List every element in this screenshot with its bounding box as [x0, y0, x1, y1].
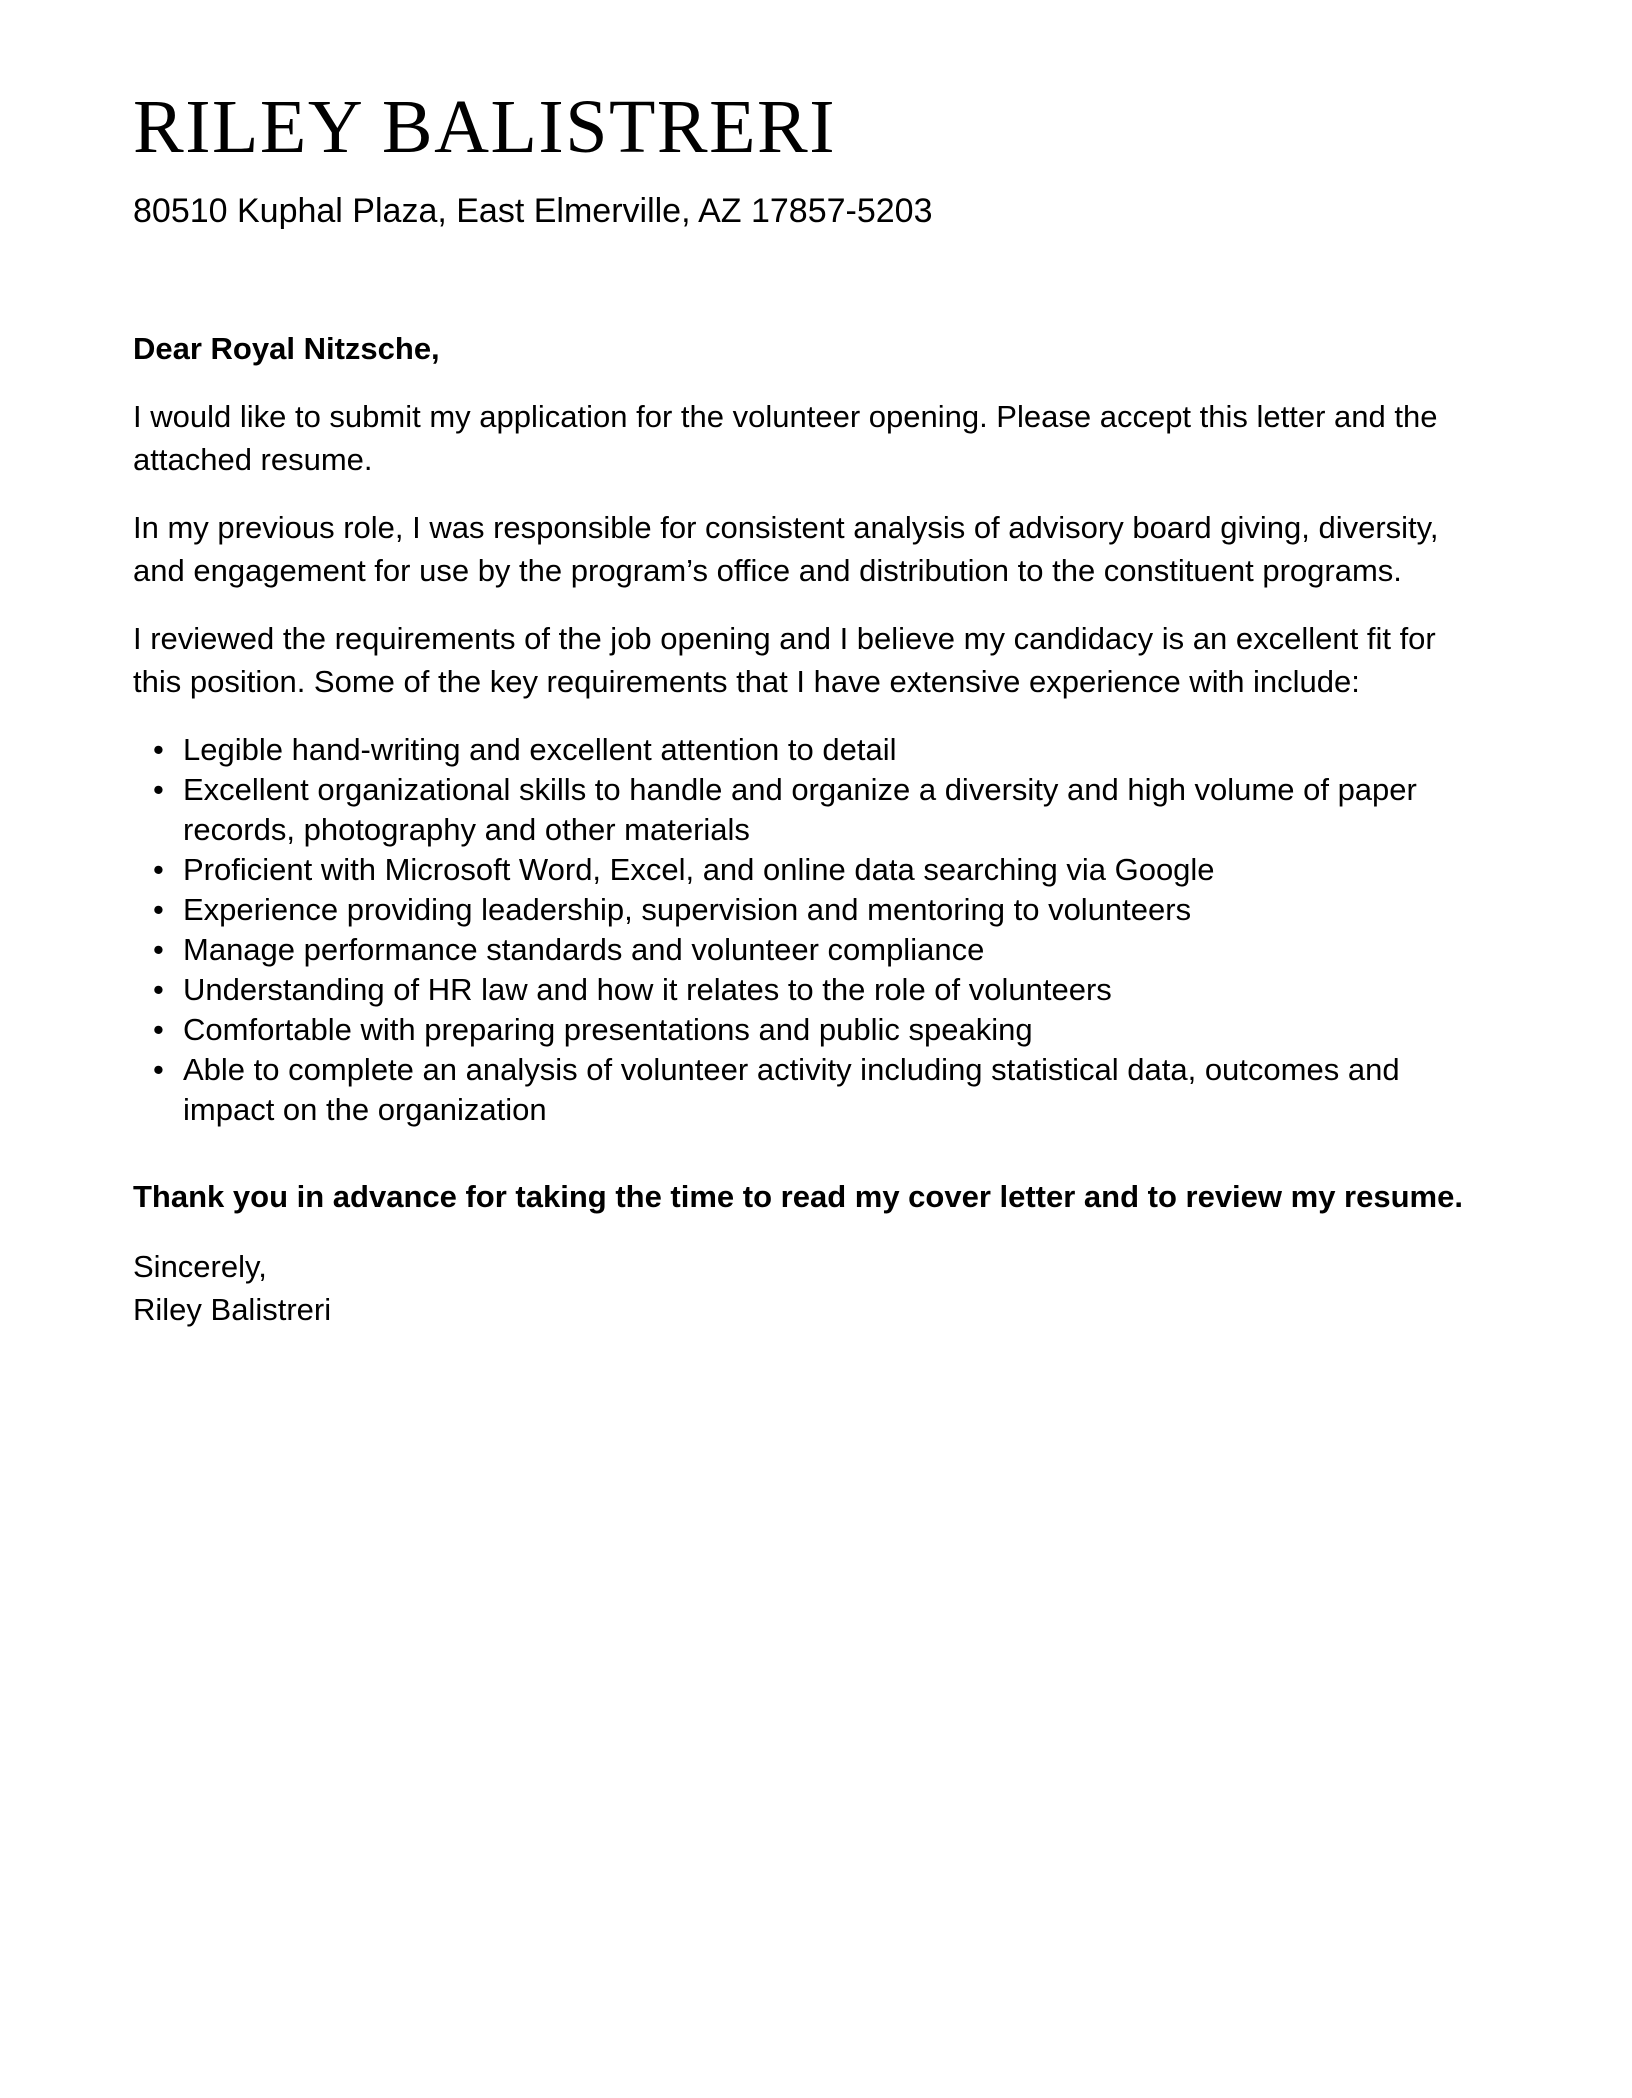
paragraph-application: I would like to submit my application for the volunteer opening. Please accept this letter and the attached resume.: [133, 399, 1438, 477]
bullet-icon: •: [153, 932, 164, 967]
requirement-text: Proficient with Microsoft Word, Excel, and online data searching via Google: [183, 852, 1215, 887]
requirement-item: [133, 1010, 1463, 1050]
signoff-block: [133, 1245, 1463, 1331]
requirement-item: [133, 1050, 1463, 1130]
signature-name: Riley Balistreri: [133, 1292, 332, 1327]
requirement-item: [133, 770, 1463, 850]
bullet-icon: •: [153, 972, 164, 1007]
sign-off: Sincerely,: [133, 1249, 267, 1284]
requirement-text: Able to complete an analysis of volunteer activity including statistical data, outcomes and impact on the organization: [183, 1052, 1400, 1127]
greeting: Dear Royal Nitzsche,: [133, 331, 440, 366]
paragraph-requirements-intro: I reviewed the requirements of the job opening and I believe my candidacy is an excellent fit for this position. Some of the key requirements that I have extensive experience with include:: [133, 621, 1436, 699]
requirement-text: Comfortable with preparing presentations and public speaking: [183, 1012, 1033, 1047]
requirement-item: [133, 850, 1463, 890]
requirement-item: [133, 930, 1463, 970]
bullet-icon: •: [153, 1052, 164, 1087]
bullet-icon: •: [153, 772, 164, 807]
requirement-item: [133, 730, 1463, 770]
sender-name: RILEY BALISTRERI: [133, 85, 837, 169]
closing-emphasis: Thank you in advance for taking the time to read my cover letter and to review my resume.: [133, 1179, 1463, 1214]
bullet-icon: •: [153, 1012, 164, 1047]
sender-address: 80510 Kuphal Plaza, East Elmerville, AZ 17857-5203: [133, 192, 933, 230]
bullet-icon: •: [153, 892, 164, 927]
bullet-icon: •: [153, 732, 164, 767]
letter-content: [133, 84, 1463, 1331]
requirement-text: Manage performance standards and volunteer compliance: [183, 932, 985, 967]
requirement-text: Excellent organizational skills to handle and organize a diversity and high volume of paper records, photography and other materials: [183, 772, 1417, 847]
requirement-text: Experience providing leadership, supervision and mentoring to volunteers: [183, 892, 1192, 927]
requirement-item: [133, 890, 1463, 930]
requirement-text: Understanding of HR law and how it relates to the role of volunteers: [183, 972, 1112, 1007]
requirement-text: Legible hand-writing and excellent attention to detail: [183, 732, 897, 767]
bullet-icon: •: [153, 852, 164, 887]
requirement-item: [133, 970, 1463, 1010]
requirements-list: [133, 730, 1463, 1130]
paragraph-previous-role: In my previous role, I was responsible for consistent analysis of advisory board giving, diversity, and engagement for use by the program’s office and distribution to the constituent programs.: [133, 510, 1439, 588]
